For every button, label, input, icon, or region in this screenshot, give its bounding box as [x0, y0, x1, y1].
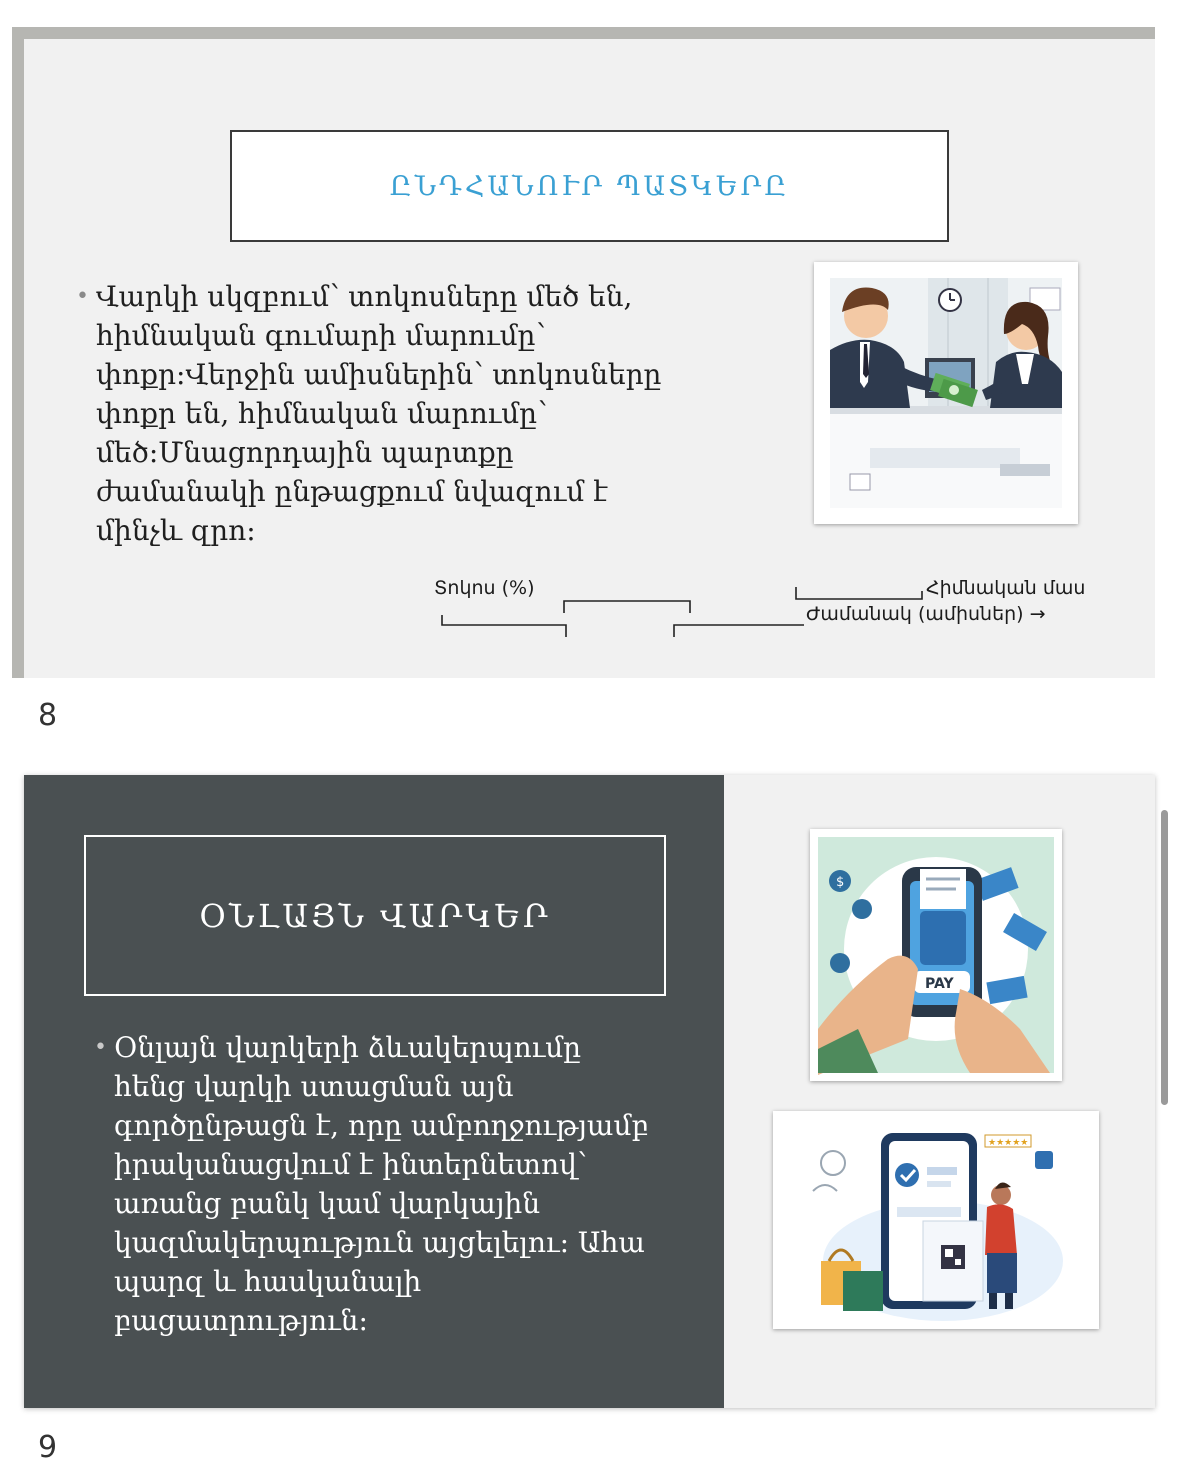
bullet-line: Վարկի սկզբում՝ տոկոսները մեծ են,	[96, 280, 633, 313]
bullet-line: պարզ և հասկանալի	[114, 1265, 422, 1298]
bullet-line: գործընթացն է, որը ամբողջությամբ	[114, 1109, 649, 1142]
bullet-line: հիմնական գումարի մարումը՝	[96, 319, 546, 352]
amortization-brackets	[434, 579, 934, 649]
svg-text:$: $	[836, 875, 845, 890]
slide-9-title-box	[84, 835, 666, 996]
bank-teller-illustration	[814, 262, 1078, 524]
slide-9-dark-panel	[24, 775, 724, 1408]
bullet-dot-icon: •	[76, 284, 89, 309]
bullet-line: ժամանակի ընթացքում նվազում է	[96, 475, 608, 508]
slide-number-9: 9	[38, 1430, 58, 1465]
principal-label: Հիմնական մաս	[926, 577, 1086, 599]
bullet-dot-icon: •	[94, 1035, 107, 1060]
bullet-line: հենց վարկի ստացման այն	[114, 1070, 514, 1103]
bullet-line: մինչև զրո:	[96, 514, 256, 547]
bullet-line: բացատրություն:	[114, 1304, 368, 1337]
slide-9-thumbnail[interactable]	[24, 775, 1155, 1408]
bullet-line: Օնլայն վարկերի ձևակերպումը	[114, 1031, 582, 1064]
slide-8-bullet	[76, 277, 706, 550]
interest-label: Տոկոս (%)	[434, 577, 535, 599]
slide-9-bullet	[94, 1028, 694, 1340]
bullet-line: մեծ:Մնացորդային պարտքը	[96, 436, 514, 469]
bullet-line: իրականացվում է ինտերնետով՝	[114, 1148, 587, 1181]
time-label: Ժամանակ (ամիսներ) →	[806, 603, 1046, 625]
slide-9-title: ՕՆԼԱՅՆ ՎԱՐԿԵՐ	[199, 896, 551, 935]
bullet-line: փոքր են, հիմնական մարումը՝	[96, 397, 548, 430]
bullet-line: փոքր:Վերջին ամիսներին՝ տոկոսները	[96, 358, 662, 391]
mobile-shopping-illustration	[773, 1111, 1099, 1329]
slide-8-title-box	[230, 130, 949, 242]
scrollbar-thumb[interactable]	[1161, 810, 1168, 1105]
mobile-pay-illustration	[810, 829, 1062, 1081]
slide-number-8: 8	[38, 698, 58, 733]
slide-8-title: ԸՆԴՀԱՆՈՒՐ ՊԱՏԿԵՐԸ	[389, 170, 790, 202]
pay-button-text: PAY	[925, 976, 954, 992]
bullet-line: կազմակերպություն այցելելու: Ահա	[114, 1226, 645, 1259]
slide-8-canvas	[24, 39, 1155, 678]
bullet-line: առանց բանկ կամ վարկային	[114, 1187, 541, 1220]
svg-text:★★★★★: ★★★★★	[988, 1138, 1029, 1148]
slide-8-thumbnail[interactable]	[12, 27, 1155, 678]
